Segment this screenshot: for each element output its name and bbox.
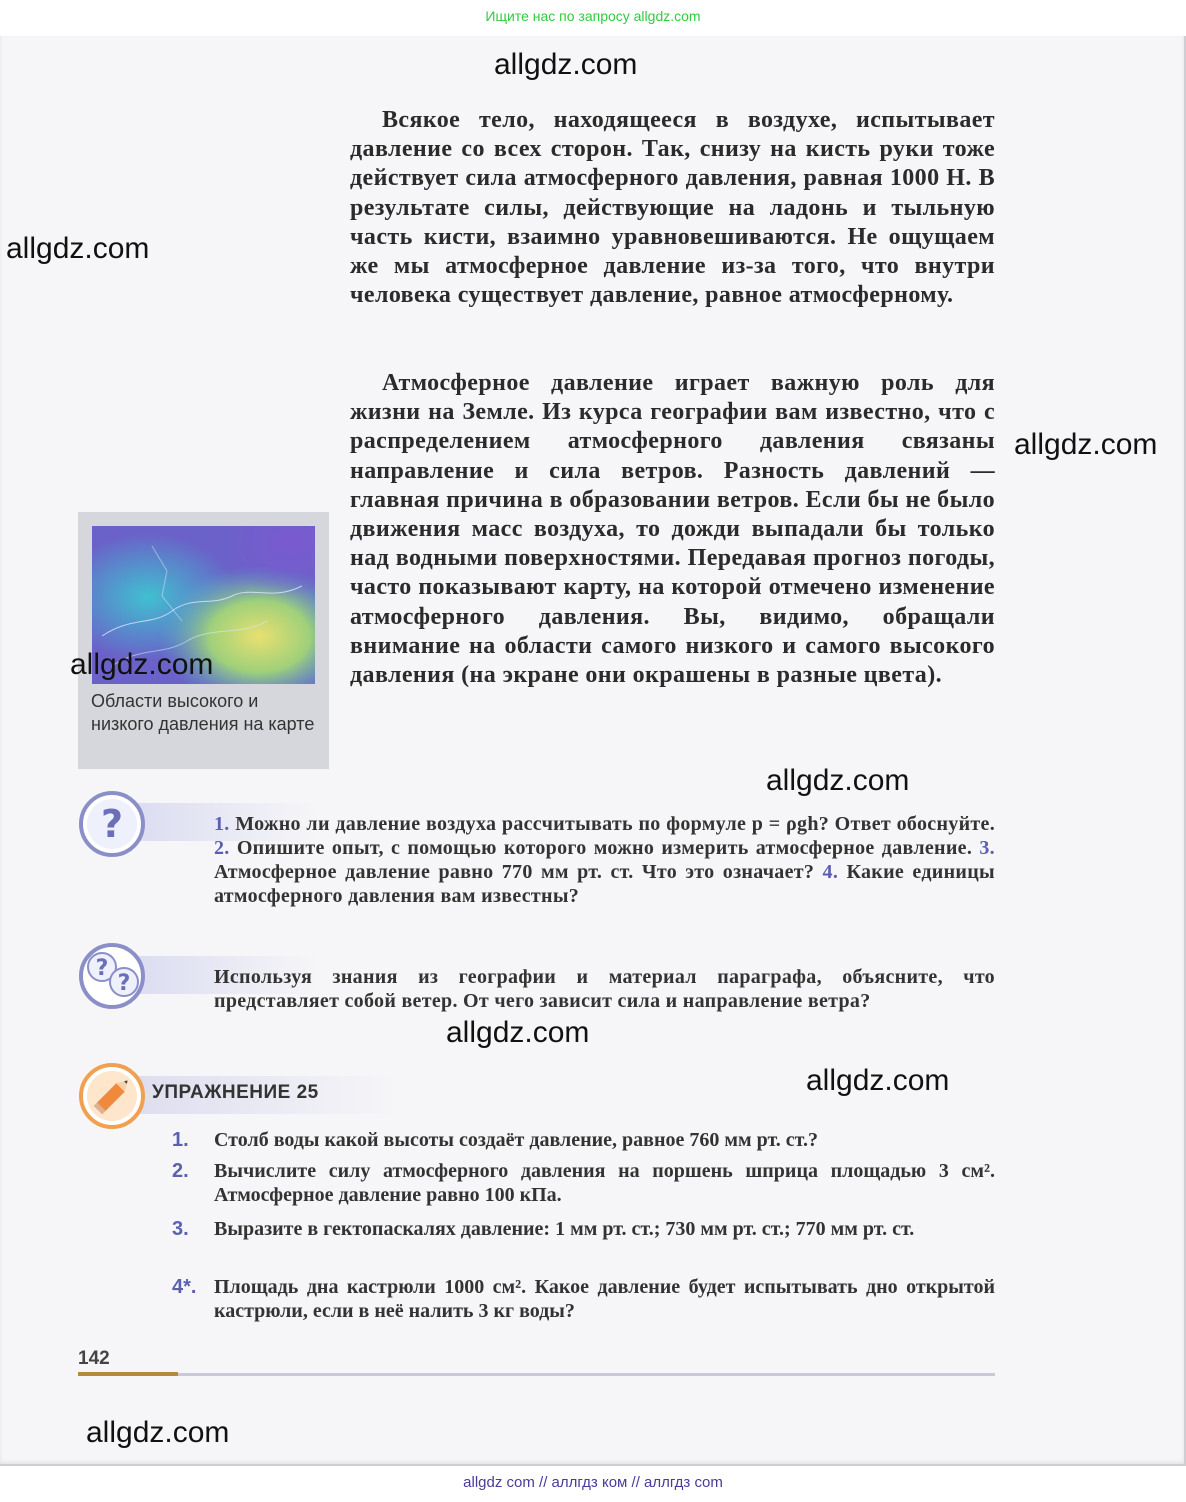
watermark: allgdz.com [446,1016,590,1049]
paragraph-2 [350,369,995,690]
watermark: allgdz.com [766,764,910,797]
watermark: allgdz.com [70,648,214,681]
svg-text:?: ? [95,956,109,981]
question-mark-icon [78,790,146,858]
exercise-item-2-text: Вычислите силу атмосферного давления на поршень шприца площадью 3 см². Атмосферное давление равно 100 кПа. [214,1160,995,1206]
paragraph-1 [350,106,995,310]
top-banner[interactable]: Ищите нас по запросу allgdz.com [485,8,701,24]
watermark: allgdz.com [494,48,638,81]
watermark: allgdz.com [1014,428,1158,461]
question-4-num: 4. [822,861,839,883]
question-1: Можно ли давление воздуха рассчитывать по формуле p = ρgh? Ответ обоснуйте. [235,813,995,835]
exercise-title: УПРАЖНЕНИЕ 25 [152,1082,319,1103]
svg-text:?: ? [117,971,131,996]
exercise-item-2 [172,1159,995,1207]
watermark: allgdz.com [6,232,150,265]
question-2-num: 2. [214,837,230,859]
watermark: allgdz.com [806,1064,950,1097]
exercise-item-1 [172,1128,995,1152]
page-rule [178,1373,995,1376]
page-rule-accent [78,1372,178,1376]
bottom-banner[interactable]: allgdz com // аллгдз ком // аллгдз com [463,1474,723,1491]
question-3-num: 3. [979,837,995,859]
paragraph-2-text: Атмосферное давление играет важную роль для жизни на Земле. Из курса географии вам известно, что с распределением атмосферного давления связаны направление и сила ветров. Разность давлений — главная причина в образовании ветров. Если бы не было движения масс воздуха, то дожди выпадали бы только над водными поверхностями. Передавая прогноз погоды, часто показывают карту, на которой отмечено изменение атмосферного давления. Вы, видимо, обращали внимание на области самого низкого и самого высокого давления (на экране они окрашены в разные цвета). [350,370,995,689]
exercise-item-1-text: Столб воды какой высоты создаёт давление, равное 760 мм рт. ст.? [214,1129,818,1151]
question-2: Опишите опыт, с помощью которого можно измерить атмосферное давление. [236,837,973,859]
exercise-item-3-text: Выразите в гектопаскалях давление: 1 мм рт. ст.; 730 мм рт. ст.; 770 мм рт. ст. [214,1218,915,1240]
question-1-num: 1. [214,813,230,835]
svg-text:?: ? [100,802,124,846]
exercise-item-3 [172,1217,995,1241]
exercise-item-1-num: 1. [172,1129,189,1151]
exercise-item-3-num: 3. [172,1218,189,1240]
questions-text [214,812,995,908]
page-number: 142 [78,1348,110,1369]
discussion-icon [76,940,150,1010]
exercise-item-4 [172,1275,995,1323]
figure-caption: Области высокого и низкого давления на карте [91,691,315,734]
pencil-icon [78,1062,146,1130]
question-3: Атмосферное давление равно 770 мм рт. ст. Что это означает? [214,861,815,883]
exercise-item-4-num: 4*. [172,1276,197,1298]
pressure-map-figure [78,512,329,769]
discussion-text: Используя знания из географии и материал параграфа, объясните, что представляет собой ветер. От чего зависит сила и направление ветра? [214,966,995,1012]
paragraph-1-text: Всякое тело, находящееся в воздухе, испытывает давление со всех сторон. Так, снизу на кисть руки тоже действует сила атмосферного давления, равная 1000 Н. В результате силы, действующие на ладонь и тыльную часть кисти, взаимно уравновешиваются. Не ощущаем же мы атмосферное давление из-за того, что внутри человека существует давление, равное атмосферному. [350,107,995,309]
question-4: Какие единицы атмосферного давления вам известны? [214,861,995,907]
exercise-item-4-text: Площадь дна кастрюли 1000 см². Какое давление будет испытывать дно открытой кастрюли, если в неё налить 3 кг воды? [214,1276,995,1322]
watermark: allgdz.com [86,1416,230,1449]
exercise-item-2-num: 2. [172,1160,189,1182]
